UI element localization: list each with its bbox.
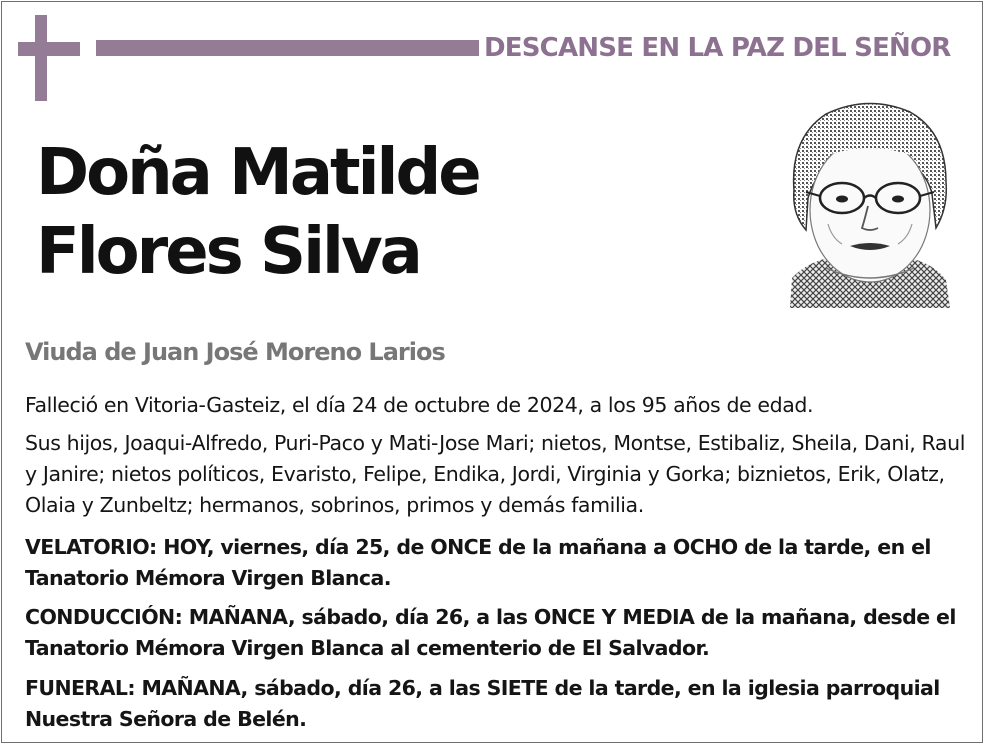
portrait-photo-icon bbox=[786, 98, 952, 308]
name-line-1: Doña Matilde bbox=[36, 136, 479, 210]
portrait-photo bbox=[786, 98, 952, 308]
header-divider-bar bbox=[96, 40, 479, 56]
widow-of-line: Viuda de Juan José Moreno Larios bbox=[25, 338, 445, 366]
cross-horizontal-bar bbox=[18, 42, 80, 56]
name-line-2: Flores Silva bbox=[36, 215, 420, 289]
deceased-name bbox=[36, 134, 676, 292]
header-title: DESCANSE EN LA PAZ DEL SEÑOR bbox=[484, 33, 951, 63]
cross-vertical-bar bbox=[35, 15, 47, 101]
family-paragraph: Sus hijos, Joaqui-Alfredo, Puri-Paco y Mati-Jose Mari; nietos, Montse, Estibaliz, Sheila, Dani, Raul y Janire; nietos políticos, Evaristo, Felipe, Endika, Jordi, Virginia y Gorka; biznietos, Erik, Olatz, Olaia y Zunbeltz; hermanos, sobrinos, primos y demás familia. bbox=[25, 431, 965, 517]
funeral-paragraph: FUNERAL: MAÑANA, sábado, día 26, a las SIETE de la tarde, en la iglesia parroquial Nuestra Señora de Belén. bbox=[25, 676, 940, 731]
death-notice-paragraph: Falleció en Vitoria-Gasteiz, el día 24 de octubre de 2024, a los 95 años de edad. bbox=[25, 393, 814, 417]
conduccion-paragraph: CONDUCCIÓN: MAÑANA, sábado, día 26, a las ONCE Y MEDIA de la mañana, desde el Tanatorio Mémora Virgen Blanca al cementerio de El Salvador. bbox=[25, 605, 956, 660]
velatorio-paragraph: VELATORIO: HOY, viernes, día 25, de ONCE de la mañana a OCHO de la tarde, en el Tanatorio Mémora Virgen Blanca. bbox=[25, 535, 931, 590]
